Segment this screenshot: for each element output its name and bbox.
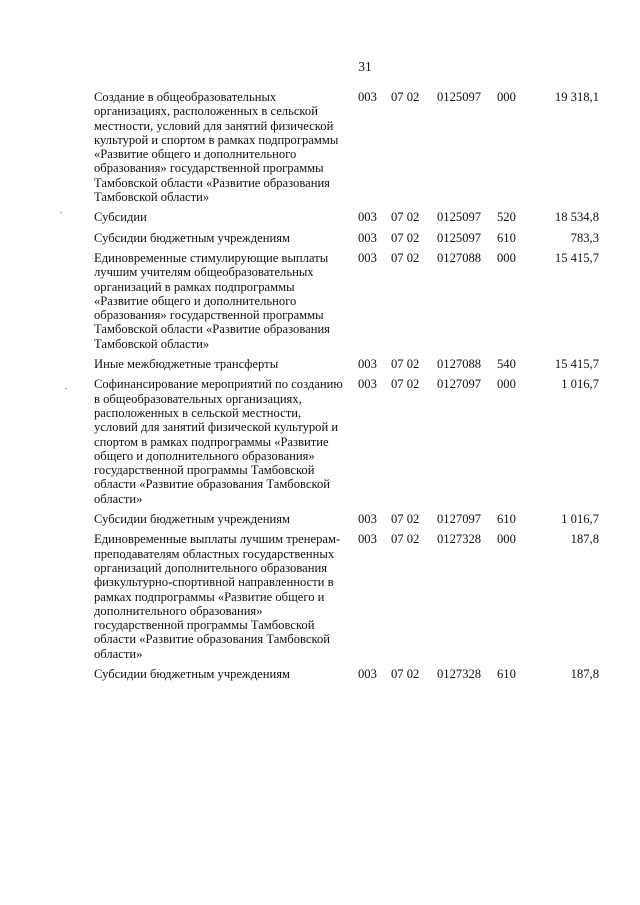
expense-type-code: 610 [497,666,516,681]
table-row [94,210,599,224]
ministry-code: 003 [358,90,377,104]
amount: 783,3 [570,230,599,245]
ministry-code: 003 [358,357,377,372]
row-name: Субсидии бюджетным учреждениям [94,666,290,681]
target-code: 0127088 [437,357,482,372]
budget-table [94,90,599,687]
section-code: 07 02 [391,357,420,372]
row-name: Субсидии [94,210,147,225]
row-name: Софинансирование мероприятий по созданию в общеобразовательных организациях, расположенных в сельской местности, условий для занятий физической культурой и спортом в рамках подпрограммы «Развитие общего и дополнительного образования» государственной программы Тамбовской области «Развитие образования Тамбовской области» [94,377,343,506]
target-code: 0127328 [437,532,482,547]
target-code: 0127088 [437,250,482,265]
expense-type-code: 000 [497,377,516,392]
table-row [94,512,599,526]
section-code: 07 02 [391,666,420,681]
target-code: 0127328 [437,666,482,681]
expense-type-code: 000 [497,250,516,265]
amount: 187,8 [570,666,599,681]
page-number: 31 [358,59,372,74]
target-code: 0127097 [437,512,482,527]
row-name: Единовременные стимулирующие выплаты лучшим учителям общеобразовательных организаций в рамках подпрограммы «Развитие общего и дополнительного образования» государственной программы Тамбовской области «Развитие образования Тамбовской области» [94,250,330,351]
section-code: 07 02 [391,90,420,104]
ministry-code: 003 [358,666,377,681]
section-code: 07 02 [391,377,420,392]
section-code: 07 02 [391,250,420,265]
ministry-code: 003 [358,512,377,527]
table-row [94,357,599,371]
target-code: 0125097 [437,230,482,245]
amount: 19 318,1 [554,90,599,104]
amount: 15 415,7 [554,357,599,372]
row-name: Создание в общеобразовательных организациях, расположенных в сельской местности, условий для занятий физической культурой и спортом в рамках подпрограммы «Развитие общего и дополнительного образования» государственной программы Тамбовской области «Развитие образования Тамбовской области» [94,90,339,205]
ministry-code: 003 [358,230,377,245]
row-name: Иные межбюджетные трансферты [94,357,279,372]
table-row [94,251,599,351]
ministry-code: 003 [358,210,377,225]
amount: 1 016,7 [561,512,599,527]
expense-type-code: 610 [497,230,516,245]
section-code: 07 02 [391,210,420,225]
scan-speck [65,388,67,389]
target-code: 0127097 [437,377,482,392]
ministry-code: 003 [358,532,377,547]
amount: 187,8 [570,532,599,547]
section-code: 07 02 [391,532,420,547]
row-name: Субсидии бюджетным учреждениям [94,230,290,245]
section-code: 07 02 [391,512,420,527]
target-code: 0125097 [437,90,482,104]
target-code: 0125097 [437,210,482,225]
row-name: Субсидии бюджетным учреждениям [94,512,290,527]
table-row [94,231,599,245]
amount: 18 534,8 [554,210,599,225]
table-row [94,377,599,506]
expense-type-code: 000 [497,90,516,104]
table-row [94,90,599,204]
ministry-code: 003 [358,377,377,392]
expense-type-code: 610 [497,512,516,527]
expense-type-code: 540 [497,357,516,372]
expense-type-code: 000 [497,532,516,547]
table-row [94,667,599,681]
amount: 15 415,7 [554,250,599,265]
scan-speck [60,212,62,213]
ministry-code: 003 [358,250,377,265]
section-code: 07 02 [391,230,420,245]
row-name: Единовременные выплаты лучшим тренерам-преподавателям областных государственных организаций дополнительного образования физкультурно-спортивной направленности в рамках подпрограммы «Развитие общего и дополнительного образования» государственной программы Тамбовской области «Развитие образования Тамбовской области» [94,532,341,661]
table-row [94,532,599,661]
amount: 1 016,7 [561,377,599,392]
expense-type-code: 520 [497,210,516,225]
